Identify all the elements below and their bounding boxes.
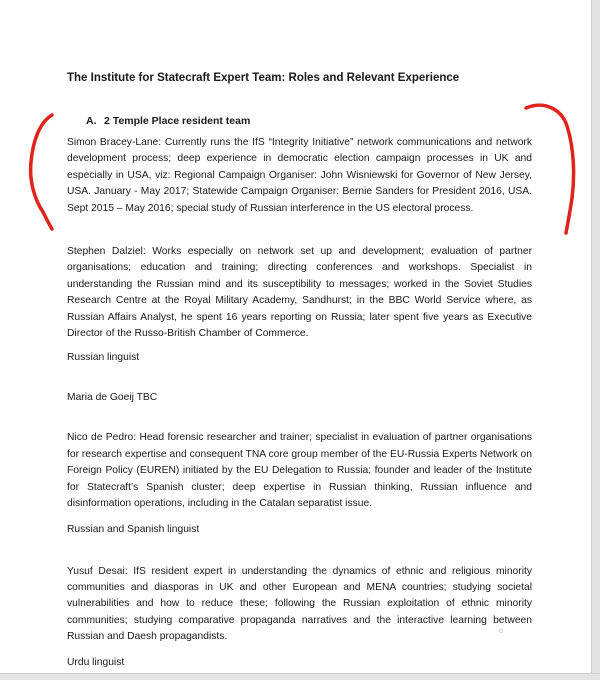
bio-simon-bracey-lane: Simon Bracey-Lane: Currently runs the IfS “Integrity Initiative” network communications and network development process; deep experience in democratic election campaign processes in UK and especially in USA, viz: Regional Campaign Organiser: John Wisniewski for Governor of New Jersey, USA. January - May 2017; Statewide Campaign Organiser: Bernie Sanders for President 2016, USA. Sept 2015 – May 2016; special study of Russian interference in the US electoral process. bbox=[67, 137, 532, 214]
section-heading bbox=[86, 114, 532, 129]
right-red-bracket bbox=[526, 105, 574, 233]
left-red-bracket bbox=[31, 115, 52, 229]
languages-yusuf-desai: Urdu linguist bbox=[67, 656, 125, 668]
section-title: 2 Temple Place resident team bbox=[104, 115, 251, 127]
bio-nico-de-pedro: Nico de Pedro: Head forensic researcher and trainer; specialist in evaluation of partner organisations for research expertise and consequent TNA core group member of the EU-Russia Experts Network on Foreign Policy (EUREN) initiated by the EU Delegation to Russia; founder and leader of the Institute for Statecraft’s Spanish cluster; deep expertise in Russian thinking, Russian influence and disinformation operations, including in the Catalan separatist issue. bbox=[67, 432, 532, 510]
page-marker: o bbox=[499, 628, 503, 635]
bio-maria-de-goeij: Maria de Goeij TBC bbox=[67, 392, 158, 404]
document-title: The Institute for Statecraft Expert Team: Roles and Relevant Experience bbox=[67, 72, 460, 84]
section-letter: A. bbox=[86, 115, 97, 127]
viewer-scroll-edge[interactable] bbox=[591, 0, 600, 680]
document-page bbox=[67, 70, 532, 671]
viewer-bottom-edge bbox=[0, 673, 600, 680]
bio-yusuf-desai: Yusuf Desai: IfS resident expert in understanding the dynamics of ethnic and religious minority communities and diasporas in UK and other European and MENA countries; studying societal vulnerabilities and how to reduce these; following the Russian exploitation of ethnic minority communities; studying comparative propaganda narratives and the interactive learning between Russian and Daesh propagandists. bbox=[67, 565, 532, 643]
languages-nico-de-pedro: Russian and Spanish linguist bbox=[67, 523, 200, 535]
bio-stephen-dalziel: Stephen Dalziel: Works especially on network set up and development; evaluation of partner organisations; education and training; directing conferences and workshops. Specialist in understanding the Russian mind and its susceptibility to messages; worked in the Soviet Studies Research Centre at the Royal Military Academy, Sandhurst; in the BBC World Service where, as Russian Affairs Analyst, he spent 16 years reporting on Russia; later spent five years as Executive Director of the Russo-British Chamber of Commerce. bbox=[67, 246, 532, 340]
languages-stephen-dalziel: Russian linguist bbox=[67, 352, 140, 364]
